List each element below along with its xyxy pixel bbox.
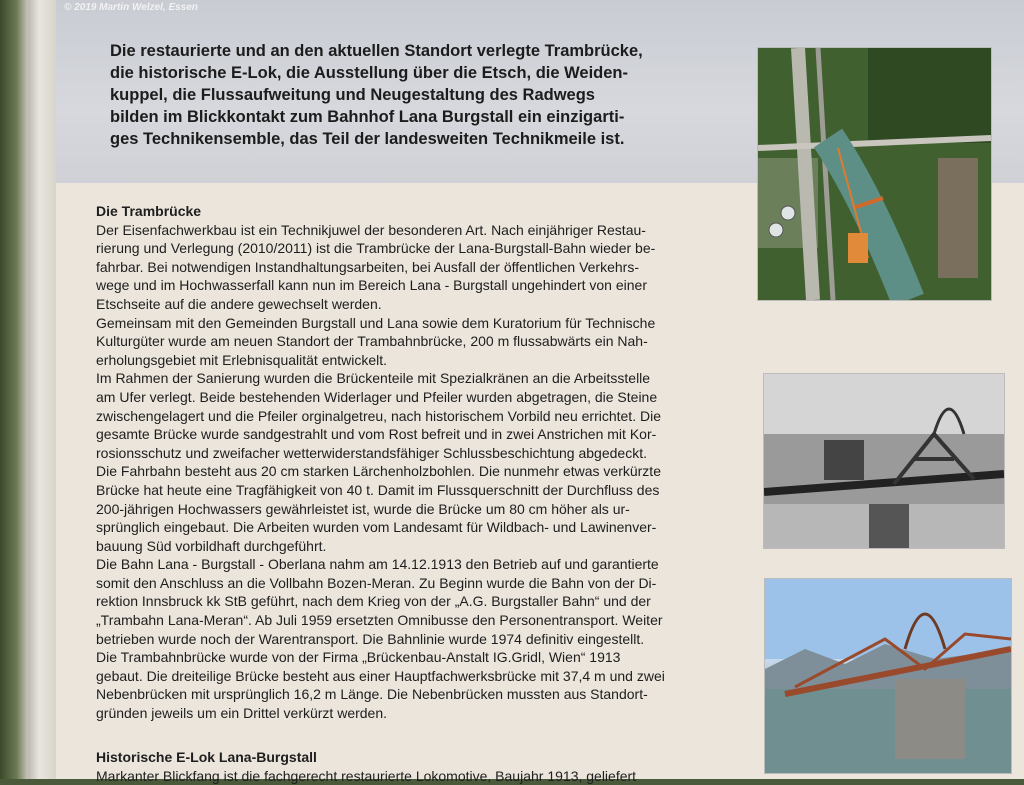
body-line: erholungsgebiet mit Erlebnisqualität entwickelt.	[96, 351, 388, 368]
body-line: Markanter Blickfang ist die fachgerecht restaurierte Lokomotive, Baujahr 1913, geliefert	[96, 767, 637, 784]
body-line: gründen jeweils um ein Drittel verkürzt werden.	[96, 705, 388, 722]
body-line: fahrbar. Bei notwendigen Instandhaltungsarbeiten, bei Ausfall der öffentlichen Verkehrs-	[96, 258, 639, 275]
body-line: somit den Anschluss an die Vollbahn Bozen-Meran. Zu Beginn wurde die Bahn von der Di-	[96, 574, 657, 591]
body-line: betrieben wurde noch der Warentransport. Die Bahnlinie wurde 1974 definitiv eingestellt.	[96, 630, 645, 647]
body-line: „Trambahn Lana-Meran“. Ab Juli 1959 ersetzten Omnibusse den Personentransport. Weiter	[96, 612, 663, 629]
body-line: sprünglich eingebaut. Die Arbeiten wurden vom Landesamt für Wildbach- und Lawinenver-	[96, 519, 657, 536]
body-line: Kulturgüter wurde am neuen Standort der Trambahnbrücke, 200 m flussabwärts ein Nah-	[96, 333, 648, 350]
body-line: Brücke hat heute eine Tragfähigkeit von 40 t. Damit im Flussquerschnitt der Durchfluss des	[96, 481, 660, 498]
section-heading: Historische E-Lok Lana-Burgstall	[96, 749, 317, 765]
body-line: 200-jährigen Hochwassers gewährleistet ist, wurde die Brücke um 80 cm höher als ur-	[96, 500, 630, 517]
section-body	[96, 767, 716, 785]
aerial-photo	[757, 47, 992, 301]
body-line: rierung und Verlegung (2010/2011) ist die Trambrücke der Lana-Burgstall-Bahn wieder be-	[96, 240, 656, 257]
body-line: Etschseite auf die andere gewechselt werden.	[96, 295, 382, 312]
section-trambruecke	[96, 202, 716, 723]
body-line: gesamte Brücke wurde sandgestrahlt und vom Rost befreit und in zwei Anstrichen mit Kor-	[96, 426, 657, 443]
body-line: rektion Innsbruck kk StB geführt, nach dem Krieg von der „A.G. Burgstaller Bahn“ und der	[96, 593, 651, 610]
section-heading: Die Trambrücke	[96, 203, 202, 219]
foliage-edge	[0, 0, 28, 779]
body-line: zwischengelagert und die Pfeiler orginalgetreu, nach historischem Vorbild neu errichtet. Die	[96, 407, 661, 424]
body-line: Gemeinsam mit den Gemeinden Burgstall und Lana sowie dem Kuratorium für Technische	[96, 314, 656, 331]
section-body	[96, 221, 716, 723]
historic-bridge-photo	[763, 373, 1005, 549]
headline-line: kuppel, die Flussaufweitung und Neugestaltung des Radwegs	[110, 86, 595, 104]
body-line: rosionsschutz und zweifacher wetterwiderstandsfähiger Schlussbeschichtung abgedeckt.	[96, 444, 647, 461]
body-line: Der Eisenfachwerkbau ist ein Technikjuwel der besonderen Art. Nach einjähriger Restau-	[96, 221, 646, 238]
restored-bridge-photo	[764, 578, 1012, 774]
body-line: Die Fahrbahn besteht aus 20 cm starken Lärchenholzbohlen. Die nunmehr etwas verkürzte	[96, 463, 661, 480]
headline-line: die historische E-Lok, die Ausstellung über die Etsch, die Weiden-	[110, 64, 629, 82]
body-line: wege und im Hochwasserfall kann nun im Bereich Lana - Burgstall ungehindert von einer	[96, 277, 647, 294]
headline-line: bilden im Blickkontakt zum Bahnhof Lana Burgstall ein einzigarti-	[110, 108, 625, 126]
headline-line: ges Technikensemble, das Teil der landesweiten Technikmeile ist.	[110, 130, 625, 148]
body-line: Im Rahmen der Sanierung wurden die Brückenteile mit Spezialkränen an die Arbeitsstelle	[96, 370, 651, 387]
photo-credit: © 2019 Martin Welzel, Essen	[64, 2, 198, 13]
body-line: am Ufer verlegt. Beide bestehenden Widerlager und Pfeiler wurden abgetragen, die Steine	[96, 388, 658, 405]
body-line: bauung Süd vorbildhaft durchgeführt.	[96, 537, 327, 554]
body-line: Die Bahn Lana - Burgstall - Oberlana nahm am 14.12.1913 den Betrieb auf und garantierte	[96, 556, 659, 573]
body-line: Die Trambahnbrücke wurde von der Firma „Brückenbau-Anstalt IG.Gridl, Wien“ 1913	[96, 649, 621, 666]
body-line: gebaut. Die dreiteilige Brücke besteht aus einer Hauptfachwerksbrücke mit 37,4 m und zwei	[96, 667, 665, 684]
board-frame	[28, 0, 56, 779]
headline	[110, 40, 720, 150]
body-line: Nebenbrücken mit ursprünglich 16,2 m Länge. Die Nebenbrücken mussten aus Standort-	[96, 686, 648, 703]
headline-line: Die restaurierte und an den aktuellen Standort verlegte Trambrücke,	[110, 42, 643, 60]
section-e-lok	[96, 748, 716, 785]
